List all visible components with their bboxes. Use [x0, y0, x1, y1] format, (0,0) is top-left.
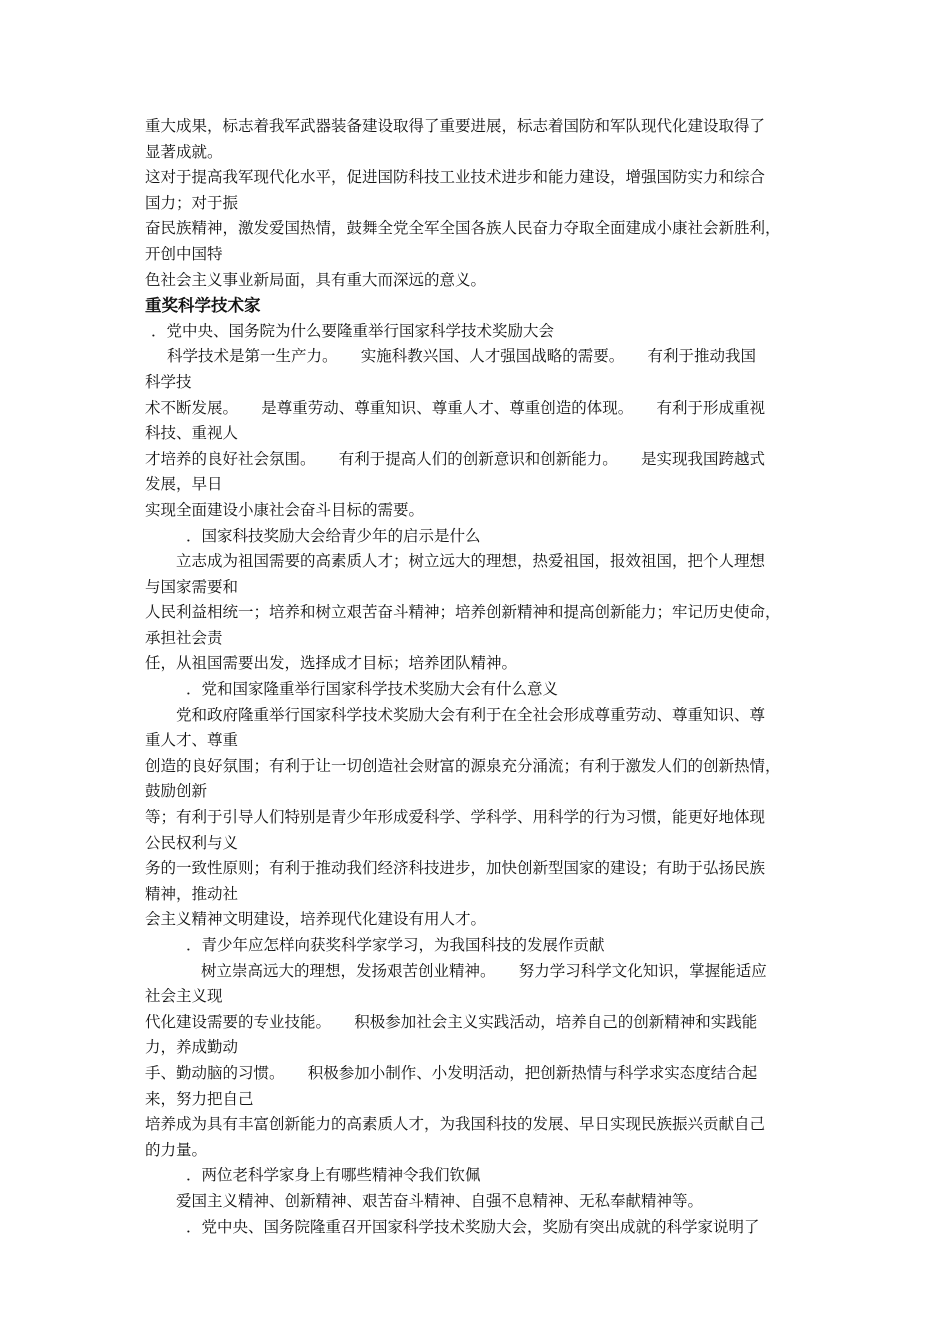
paragraph-line: 手、勤动脑的习惯。 积极参加小制作、小发明活动，把创新热情与科学求实态度结合起	[145, 1063, 758, 1082]
paragraph-line: 党和政府隆重举行国家科学技术奖励大会有利于在全社会形成尊重劳动、尊重知识、尊	[176, 705, 766, 724]
paragraph-line: 爱国主义精神、创新精神、艰苦奋斗精神、自强不息精神、无私奉献精神等。	[176, 1191, 704, 1210]
paragraph-line: 才培养的良好社会氛围。 有利于提高人们的创新意识和创新能力。 是实现我国跨越式	[145, 449, 766, 468]
paragraph-line: 重人才、尊重	[145, 731, 239, 750]
paragraph-line: 奋民族精神，激发爱国热情，鼓舞全党全军全国各族人民奋力夺取全面建成小康社会新胜利，	[145, 219, 781, 238]
paragraph-line: 任，从祖国需要出发，选择成才目标；培养团队精神。	[145, 654, 518, 673]
paragraph-line: 国力；对于振	[145, 193, 239, 212]
question-heading: ．党中央、国务院为什么要隆重举行国家科学技术奖励大会	[151, 321, 555, 340]
paragraph-line: 等；有利于引导人们特别是青少年形成爱科学、学科学、用科学的行为习惯，能更好地体现	[145, 808, 766, 827]
question-heading: ．两位老科学家身上有哪些精神令我们钦佩	[186, 1166, 481, 1185]
paragraph-line: 显著成就。	[145, 142, 223, 161]
paragraph-line: 承担社会责	[145, 628, 223, 647]
paragraph-line: 树立崇高远大的理想，发扬艰苦创业精神。 努力学习科学文化知识，掌握能适应	[201, 961, 767, 980]
paragraph-line: 人民利益相统一；培养和树立艰苦奋斗精神；培养创新精神和提高创新能力；牢记历史使命，	[145, 603, 781, 622]
question-heading: ．国家科技奖励大会给青少年的启示是什么	[186, 526, 481, 545]
paragraph-line: 色社会主义事业新局面，具有重大而深远的意义。	[145, 270, 487, 289]
paragraph-line: 发展，早日	[145, 475, 223, 494]
paragraph-line: 务的一致性原则；有利于推动我们经济科技进步，加快创新型国家的建设；有助于弘扬民族	[145, 859, 766, 878]
paragraph-line: 的力量。	[145, 1140, 208, 1159]
paragraph-line: 会主义精神文明建设，培养现代化建设有用人才。	[145, 910, 487, 929]
paragraph-line: 创造的良好氛围；有利于让一切创造社会财富的源泉充分涌流；有利于激发人们的创新热情，	[145, 756, 781, 775]
paragraph-line: 精神，推动社	[145, 884, 239, 903]
paragraph-line: 立志成为祖国需要的高素质人才；树立远大的理想，热爱祖国，报效祖国，把个人理想	[176, 552, 766, 571]
paragraph-line: 科学技术是第一生产力。 实施科教兴国、人才强国战略的需要。 有利于推动我国	[167, 347, 757, 366]
paragraph-line: 社会主义现	[145, 987, 223, 1006]
paragraph-line: 术不断发展。 是尊重劳动、尊重知识、尊重人才、尊重创造的体现。 有利于形成重视	[145, 398, 766, 417]
paragraph-line: 科技、重视人	[145, 424, 239, 443]
question-heading: ．党中央、国务院隆重召开国家科学技术奖励大会，奖励有突出成就的科学家说明了	[186, 1217, 760, 1236]
paragraph-line: 开创中国特	[145, 244, 223, 263]
paragraph-line: 培养成为具有丰富创新能力的高素质人才，为我国科技的发展、早日实现民族振兴贡献自己	[145, 1115, 766, 1134]
paragraph-line: 来，努力把自己	[145, 1089, 254, 1108]
question-heading: ．青少年应怎样向获奖科学家学习，为我国科技的发展作贡献	[186, 936, 605, 954]
question-heading: ．党和国家隆重举行国家科学技术奖励大会有什么意义	[186, 680, 559, 699]
paragraph-line: 科学技	[145, 372, 192, 391]
paragraph-line: 这对于提高我军现代化水平，促进国防科技工业技术进步和能力建设，增强国防实力和综合	[145, 168, 766, 187]
paragraph-line: 力，养成勤动	[145, 1038, 239, 1057]
paragraph-line: 代化建设需要的专业技能。 积极参加社会主义实践活动，培养自己的创新精神和实践能	[145, 1012, 758, 1031]
paragraph-line: 重大成果，标志着我军武器装备建设取得了重要进展，标志着国防和军队现代化建设取得了	[145, 117, 766, 135]
paragraph-line: 与国家需要和	[145, 577, 239, 596]
paragraph-line: 鼓励创新	[145, 782, 208, 801]
section-heading: 重奖科学技术家	[145, 296, 261, 316]
paragraph-line: 实现全面建设小康社会奋斗目标的需要。	[145, 500, 425, 519]
document-body	[145, 114, 815, 1240]
paragraph-line: 公民权利与义	[145, 833, 239, 852]
